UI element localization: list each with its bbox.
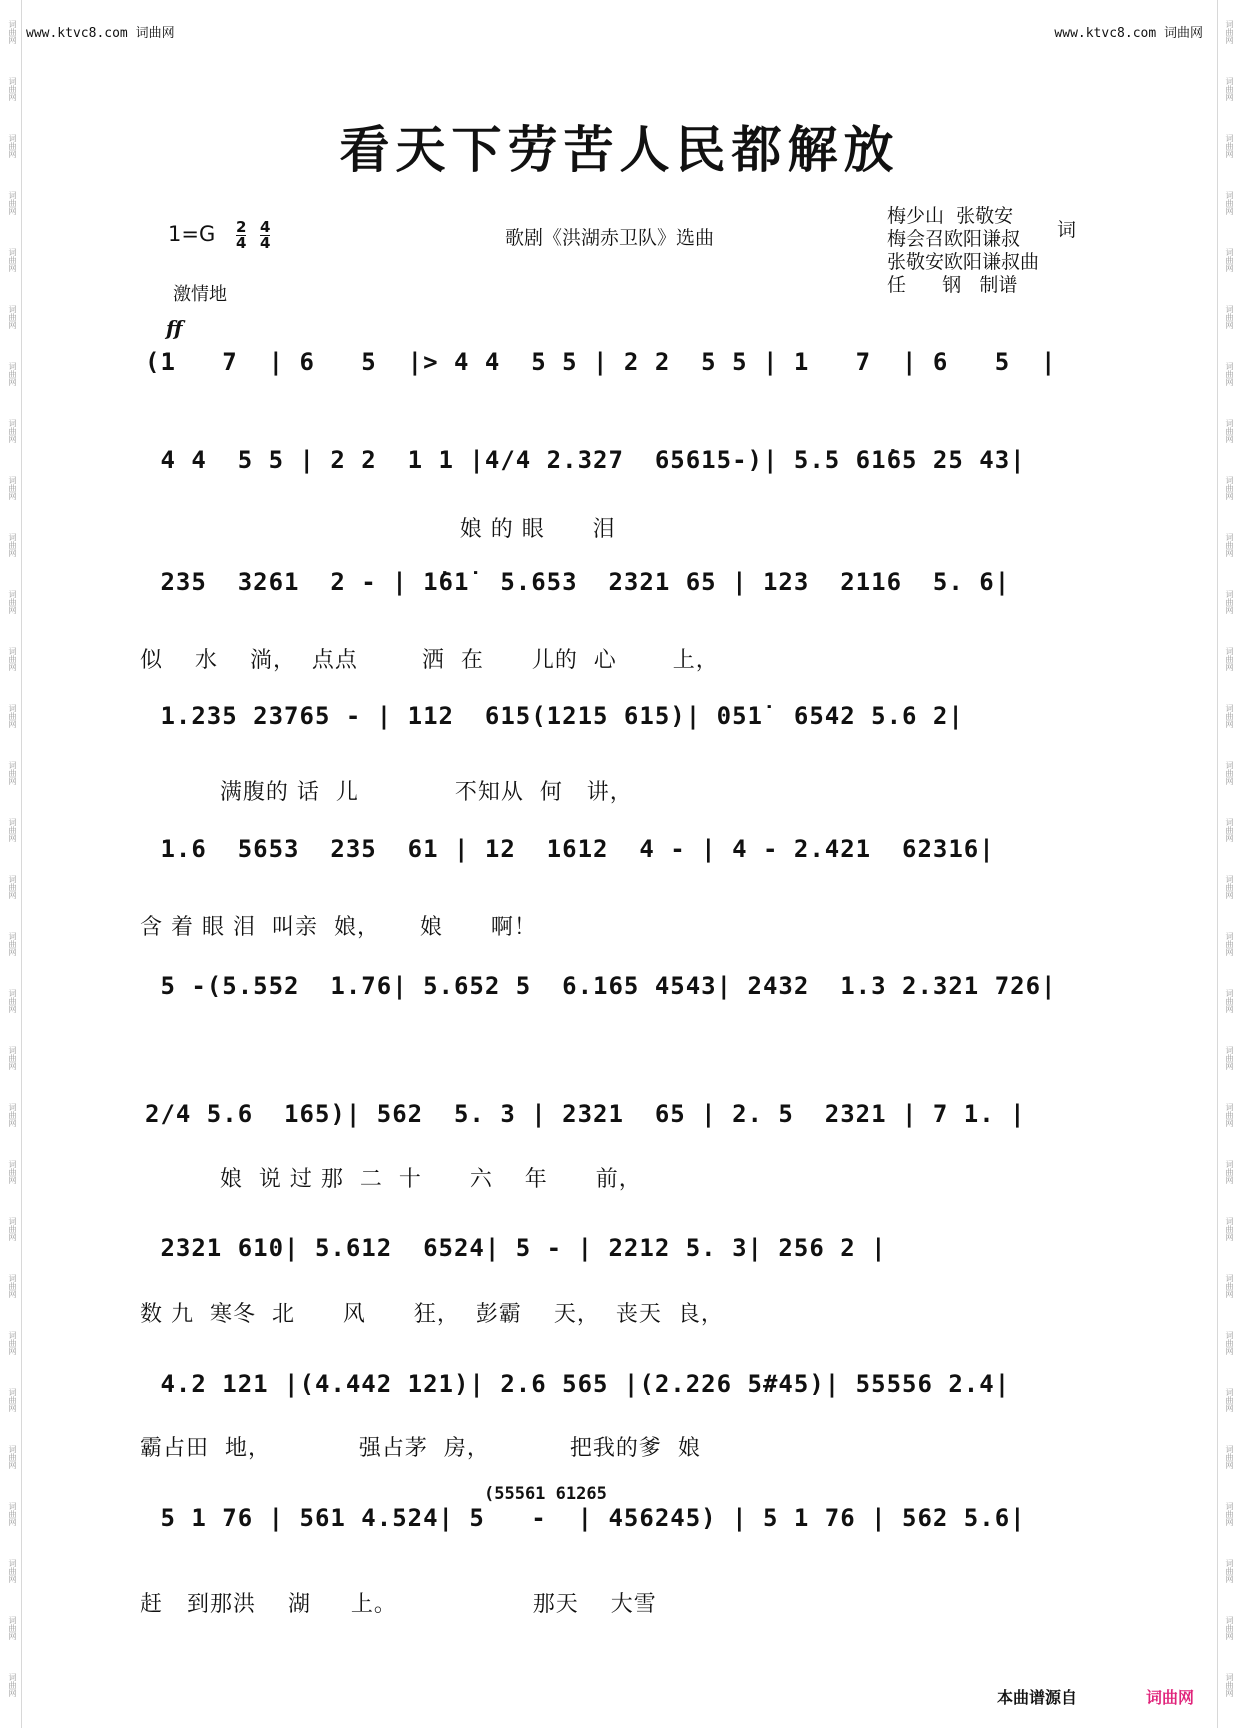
side-watermark-mark: 词曲网 [8,305,17,329]
side-watermark-mark: 词曲网 [1225,761,1234,785]
side-watermark-mark: 词曲网 [1225,647,1234,671]
side-watermark-mark: 词曲网 [8,590,17,614]
credits-block [887,205,1077,297]
staff-system [0,1362,1239,1422]
side-watermark-mark: 词曲网 [1225,20,1234,44]
staff-system [0,827,1239,887]
jianpu-notes: (1 7 | 6 5 |> 4 4 5 5 | 2 2 5 5 | 1 7 | 6 5 | [145,348,1057,376]
site-label-right: www.ktvc8.com 词曲网 [1054,26,1203,41]
opera-source-note: 歌剧《洪湖赤卫队》选曲 [505,227,715,249]
side-watermark-mark: 词曲网 [1225,1502,1234,1526]
lyric-line: 数 九 寒冬 北 风 狂， 彭霸 天， 丧天 良， [140,1302,724,1327]
side-watermark-mark: 词曲网 [1225,305,1234,329]
lyric-line: 娘 的 眼 泪 [140,517,616,542]
side-watermark-mark: 词曲网 [1225,77,1234,101]
side-watermark-mark: 词曲网 [8,134,17,158]
side-watermark-mark: 词曲网 [8,1217,17,1241]
footer-source-label: 本曲谱源自 [997,1688,1078,1707]
side-watermark-mark: 词曲网 [1225,1160,1234,1184]
side-watermark-mark: 词曲网 [1225,362,1234,386]
side-watermark-mark: 词曲网 [8,1046,17,1070]
side-watermark-mark: 词曲网 [8,248,17,272]
staff-system [0,560,1239,620]
lyric-line: 似 水 淌， 点点 洒 在 儿的 心 上， [140,648,719,673]
jianpu-notes: 5 -(5.552 1.76| 5.652 5 6.165 4543| 2432 1.3 2.321 726| [145,972,1057,1000]
beam-lines [0,560,1239,620]
staff-system [0,438,1239,498]
jianpu-notes: 1.235 23765 - | 112 615(1215 615)| 051̇ 6542 5.6 2| [145,702,964,730]
side-watermark-mark: 词曲网 [8,1559,17,1583]
side-watermark-mark: 词曲网 [1225,1445,1234,1469]
beam-lines [0,1362,1239,1422]
side-watermark-mark: 词曲网 [1225,1217,1234,1241]
side-watermark-mark: 词曲网 [1225,1274,1234,1298]
side-watermark-mark: 词曲网 [1225,191,1234,215]
beam-lines [0,340,1239,400]
side-watermark-mark: 词曲网 [1225,1616,1234,1640]
side-watermark-mark: 词曲网 [8,1388,17,1412]
beam-lines [0,1496,1239,1556]
side-watermark-mark: 词曲网 [8,1673,17,1697]
side-watermark-mark: 词曲网 [1225,932,1234,956]
side-watermark-mark: 词曲网 [8,1331,17,1355]
side-watermark-mark: 词曲网 [8,476,17,500]
lyric-line: 霸占田 地， 强占茅 房， 把我的爹 娘 [140,1436,701,1461]
composer-line: 张敬安欧阳谦叔曲 [887,251,1040,273]
song-title: 看天下劳苦人民都解放 [339,120,900,179]
side-watermark-mark: 词曲网 [1225,476,1234,500]
dynamic-marking: ff [166,316,183,340]
side-watermark-mark: 词曲网 [8,989,17,1013]
lyric-role-label: 词 [1057,219,1077,241]
lyric-line: 赶 到那洪 湖 上。 那天 大雪 [140,1592,657,1617]
beam-lines [0,1226,1239,1286]
side-watermark-mark: 词曲网 [1225,590,1234,614]
side-watermark-mark: 词曲网 [1225,989,1234,1013]
side-watermark-mark: 词曲网 [8,20,17,44]
side-watermark-mark: 词曲网 [1225,419,1234,443]
side-watermark-mark: 词曲网 [1225,875,1234,899]
arranger-line: 任 钢 制谱 [887,274,1018,296]
jianpu-notes: 5 1 76 | 561 4.524| 5 - | 456245) | 5 1 76 | 562 5.6| [145,1504,1026,1532]
side-watermark-mark: 词曲网 [8,761,17,785]
side-watermark-mark: 词曲网 [8,1274,17,1298]
side-watermark-mark: 词曲网 [1225,1673,1234,1697]
staff-system [0,1226,1239,1286]
staff-system [0,1092,1239,1152]
side-watermark-mark: 词曲网 [8,77,17,101]
side-watermark-mark: 词曲网 [8,1502,17,1526]
lyricist-line-2: 梅会召欧阳谦叔 [887,228,1021,250]
staff-system [0,964,1239,1024]
footer-brand: 词曲网 [1146,1688,1195,1707]
beam-lines [0,964,1239,1024]
side-watermark-mark: 词曲网 [8,875,17,899]
side-watermark-mark: 词曲网 [1225,1388,1234,1412]
side-watermark-mark: 词曲网 [8,704,17,728]
beam-lines [0,1092,1239,1152]
beam-lines [0,438,1239,498]
beam-lines [0,694,1239,754]
side-watermark-mark: 词曲网 [1225,533,1234,557]
staff-system [0,340,1239,400]
upper-phrase: (55561 61265 [484,1484,607,1504]
side-watermark-mark: 词曲网 [1225,1331,1234,1355]
lyric-line: 娘 说 过 那 二 十 六 年 前， [140,1167,642,1192]
side-watermark-mark: 词曲网 [1225,1046,1234,1070]
beam-lines [0,827,1239,887]
side-watermark-mark: 词曲网 [8,362,17,386]
side-watermark-mark: 词曲网 [1225,1103,1234,1127]
jianpu-notes: 2/4 5.6 165)| 562 5. 3 | 2321 65 | 2. 5 2321 | 7 1. | [145,1100,1026,1128]
side-watermark-mark: 词曲网 [8,1160,17,1184]
tempo-marking: 激情地 [173,284,227,305]
key-signature: 1=G [168,222,216,246]
side-watermark-mark: 词曲网 [8,818,17,842]
staff-system [0,694,1239,754]
site-label-left: www.ktvc8.com 词曲网 [26,26,175,41]
side-watermark-mark: 词曲网 [8,191,17,215]
side-watermark-mark: 词曲网 [8,1616,17,1640]
jianpu-notes: 4 4 5 5 | 2 2 1 1 |4/4 2.327 65615-)| 5.5 61̇65 25 43| [145,446,1026,474]
side-watermark-mark: 词曲网 [1225,704,1234,728]
jianpu-notes: 2321 610| 5.612 6524| 5 - | 2212 5. 3| 256 2 | [145,1234,887,1262]
side-watermark-mark: 词曲网 [8,647,17,671]
meter-4-4: 4 4 [260,218,271,252]
staff-system [0,1496,1239,1556]
jianpu-notes: 235 3261 2 - | 1̇61̇ 5.653 2321 65 | 123 2116 5. 6| [145,568,1011,596]
side-watermark-mark: 词曲网 [8,932,17,956]
side-watermark-mark: 词曲网 [1225,818,1234,842]
side-watermark-mark: 词曲网 [8,1445,17,1469]
jianpu-notes: 1.6 5653 235 61 | 12 1612 4 - | 4 - 2.421 62316| [145,835,995,863]
lyric-line: 满腹的 话 儿 不知从 何 讲， [140,780,633,805]
side-watermark-mark: 词曲网 [8,419,17,443]
meter-2-4: 2 4 [236,218,247,252]
lyricist-line-1: 梅少山 张敬安 [887,205,1014,227]
side-watermark-mark: 词曲网 [1225,1559,1234,1583]
lyric-line: 含 着 眼 泪 叫亲 娘， 娘 啊！ [140,915,537,940]
jianpu-notes: 4.2 121 |(4.442 121)| 2.6 565 |(2.226 5#45)| 55556 2.4| [145,1370,1011,1398]
side-watermark-mark: 词曲网 [8,1103,17,1127]
side-watermark-mark: 词曲网 [8,533,17,557]
side-watermark-mark: 词曲网 [1225,248,1234,272]
side-watermark-mark: 词曲网 [1225,134,1234,158]
